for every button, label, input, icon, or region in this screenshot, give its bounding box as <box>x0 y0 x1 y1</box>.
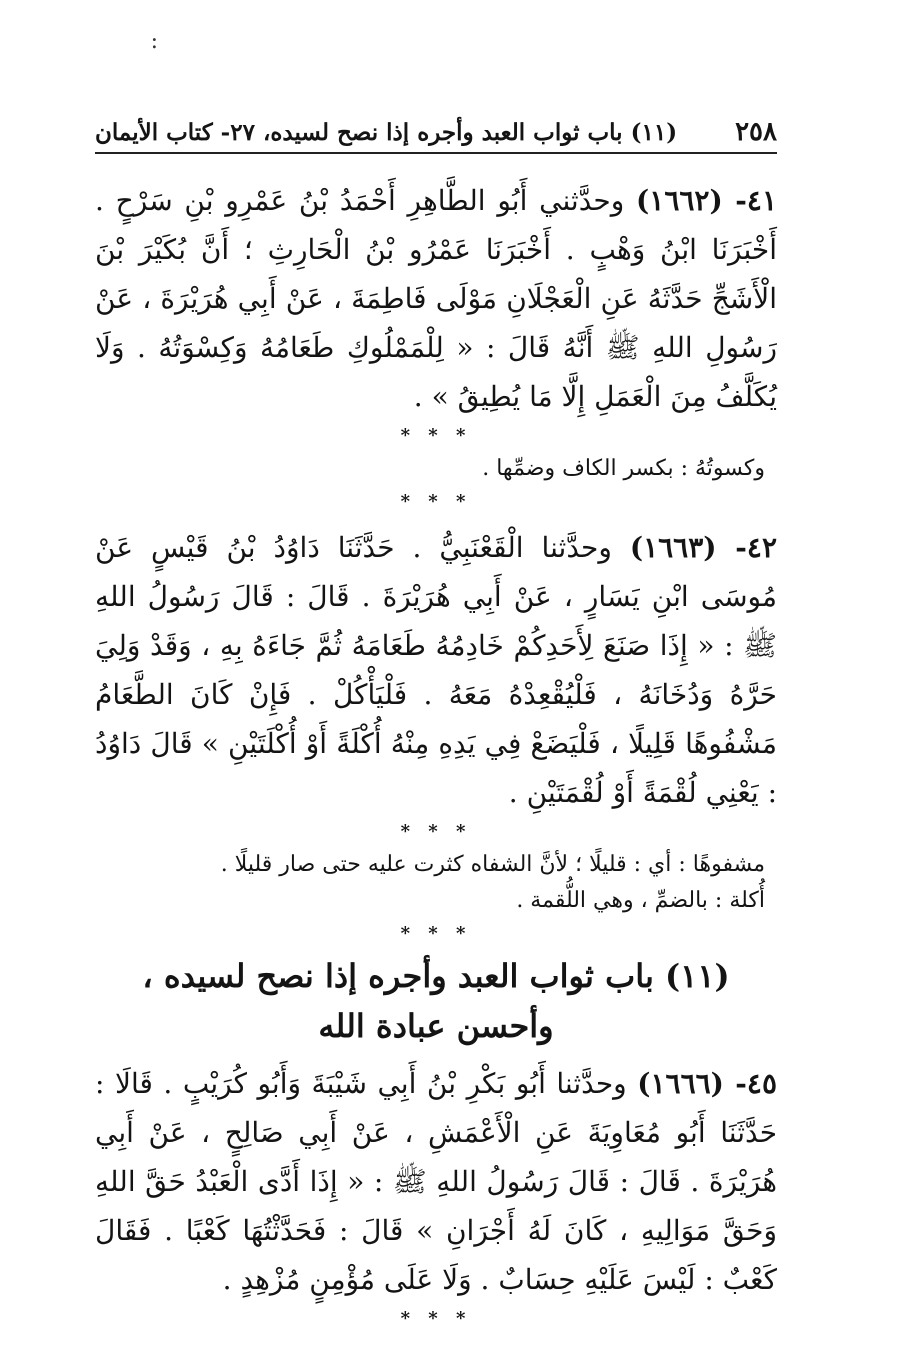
separator-stars: * * * <box>400 923 472 944</box>
page-content <box>95 168 777 1334</box>
note-41: وكسوتُهُ : بكسر الكاف وضمِّها . <box>482 456 765 481</box>
chapter-heading: (١١) باب ثواب العبد وأجره إذا نصح لسيده ، وأحسن عبادة الله <box>142 957 730 1045</box>
note-42-2: أُكلة : بالضمِّ ، وهي اللُّقمة . <box>516 888 765 913</box>
hadith-45 <box>95 1059 777 1304</box>
separator-stars: * * * <box>400 1308 472 1329</box>
hadith-41-text: وحدَّثني أَبُو الطَّاهِرِ أَحْمَدُ بْنُ عَمْرِو بْنِ سَرْحٍ . أَخْبَرَنَا ابْنُ وَهْبٍ . أَخْبَرَنَا عَمْرُو بْنُ الْحَارِثِ ؛ أَنَّ بُكَيْرَ بْنَ الْأَشَجِّ حَدَّثَهُ عَنِ الْعَجْلَانِ مَوْلَى فَاطِمَةَ ، عَنْ أَبِي هُرَيْرَةَ ، عَنْ رَسُولِ اللهِ ﷺ أَنَّهُ قَالَ : « لِلْمَمْلُوكِ طَعَامُهُ وَكِسْوَتُهُ . وَلَا يُكَلَّفُ مِنَ الْعَمَلِ إِلَّا مَا يُطِيقُ » . <box>95 184 777 413</box>
hadith-41 <box>95 176 777 421</box>
note-42-1: مشفوهًا : أي : قليلًا ؛ لأنَّ الشفاه كثرت عليه حتى صار قليلًا . <box>220 852 765 877</box>
hadith-42 <box>95 523 777 817</box>
page-number: ٢٥٨ <box>735 117 777 147</box>
separator-stars: * * * <box>400 425 472 446</box>
hadith-41-number: ٤١- (١٦٦٢) <box>636 184 777 217</box>
hadith-45-number: ٤٥- (١٦٦٦) <box>637 1067 777 1100</box>
corner-mark: : <box>150 29 158 54</box>
separator-stars: * * * <box>400 491 472 512</box>
header-title: (١١) باب ثواب العبد وأجره إذا نصح لسيده، ٢٧- كتاب الأيمان <box>95 118 678 146</box>
separator-stars: * * * <box>400 821 472 842</box>
running-header <box>95 112 777 154</box>
hadith-45-text: وحدَّثنا أَبُو بَكْرِ بْنُ أَبِي شَيْبَةَ وَأَبُو كُرَيْبٍ . قَالَا : حَدَّثَنَا أَبُو مُعَاوِيَةَ عَنِ الْأَعْمَشِ ، عَنْ أَبِي صَالِحٍ ، عَنْ أَبِي هُرَيْرَةَ . قَالَ : قَالَ رَسُولُ اللهِ ﷺ : « إِذَا أَدَّى الْعَبْدُ حَقَّ اللهِ وَحَقَّ مَوَالِيهِ ، كَانَ لَهُ أَجْرَانِ » قَالَ : فَحَدَّثْتُهَا كَعْبًا . فَقَالَ كَعْبٌ : لَيْسَ عَلَيْهِ حِسَابٌ . وَلَا عَلَى مُؤْمِنٍ مُزْهِدٍ . <box>95 1067 778 1296</box>
hadith-42-number: ٤٢- (١٦٦٣) <box>629 531 777 564</box>
hadith-42-text: وحدَّثنا الْقَعْنَبِيُّ . حَدَّثَنَا دَاوُدُ بْنُ قَيْسٍ عَنْ مُوسَى ابْنِ يَسَارٍ ، عَنْ أَبِي هُرَيْرَةَ . قَالَ : قَالَ رَسُولُ اللهِ ﷺ : « إِذَا صَنَعَ لِأَحَدِكُمْ خَادِمُهُ طَعَامَهُ ثُمَّ جَاءَهُ بِهِ ، وَقَدْ وَلِيَ حَرَّهُ وَدُخَانَهُ ، فَلْيُقْعِدْهُ مَعَهُ . فَلْيَأْكُلْ . فَإِنْ كَانَ الطَّعَامُ مَشْفُوهًا قَلِيلًا ، فَلْيَضَعْ فِي يَدِهِ مِنْهُ أُكْلَةً أَوْ أُكْلَتَيْنِ » قَالَ دَاوُدُ : يَعْنِي لُقْمَةً أَوْ لُقْمَتَيْنِ . <box>95 531 777 809</box>
